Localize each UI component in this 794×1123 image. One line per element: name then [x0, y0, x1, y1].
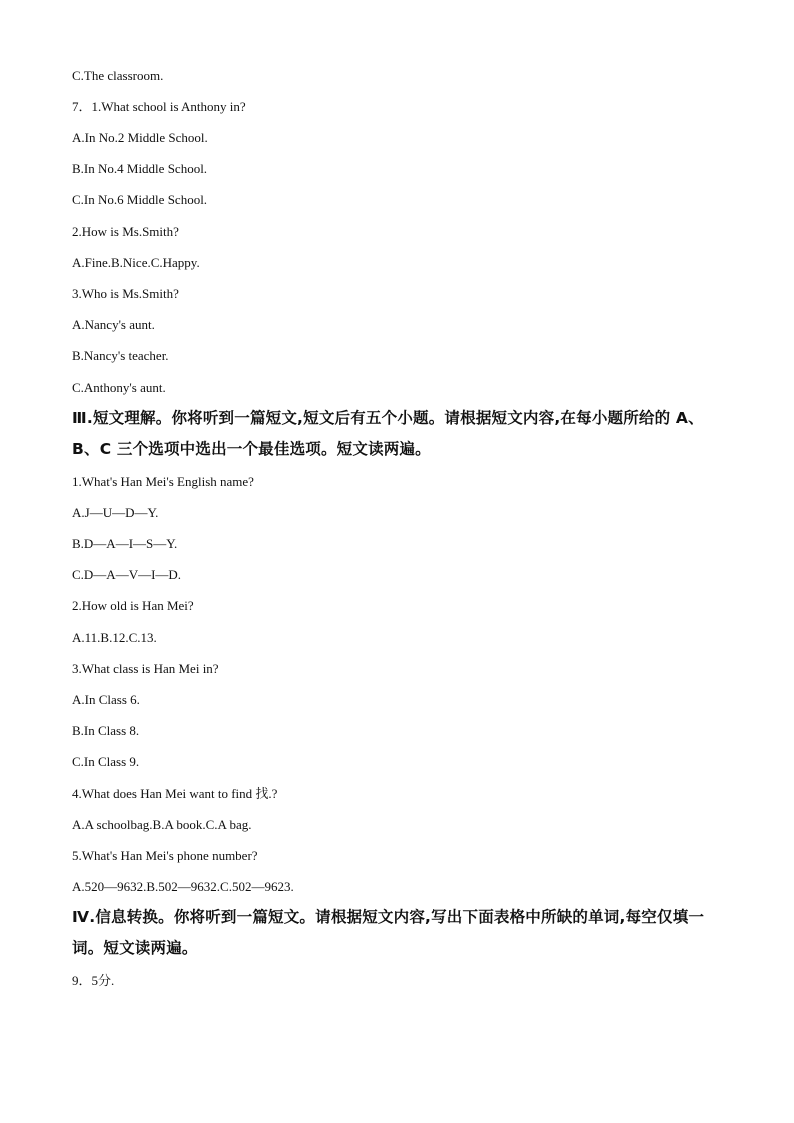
question-text: 2.How is Ms.Smith?: [72, 224, 179, 239]
option-text: A.520—9632.B.502—9632.C.502—9623.: [72, 879, 294, 894]
option-text: A.A schoolbag.B.A book.C.A bag.: [72, 817, 252, 832]
option-text: B.In No.4 Middle School.: [72, 161, 208, 176]
option-text: C.The classroom.: [72, 68, 164, 83]
option-text: A.J—U—D—Y.: [72, 505, 159, 520]
option-text: B.D—A—I—S—Y.: [72, 536, 178, 551]
option-text: A.In Class 6.: [72, 692, 140, 707]
section-heading-line: B、C 三个选项中选出一个最佳选项。短文读两遍。: [72, 440, 431, 458]
option-text: A.Nancy's aunt.: [72, 317, 155, 332]
question-text: 5.What's Han Mei's phone number?: [72, 848, 258, 863]
question-text: 3.What class is Han Mei in?: [72, 661, 219, 676]
option-text: C.In No.6 Middle School.: [72, 192, 208, 207]
option-text: C.D—A—V—I—D.: [72, 567, 182, 582]
option-text: A.11.B.12.C.13.: [72, 630, 157, 645]
question-text: 3.Who is Ms.Smith?: [72, 286, 179, 301]
section-heading-line: 词。短文读两遍。: [72, 939, 198, 957]
option-text: A.In No.2 Middle School.: [72, 130, 208, 145]
option-text: C.Anthony's aunt.: [72, 380, 166, 395]
question-text: 1.What's Han Mei's English name?: [72, 474, 254, 489]
question-text: 4.What does Han Mei want to find 找.?: [72, 786, 278, 801]
section-heading-line: Ⅳ.信息转换。你将听到一篇短文。请根据短文内容,写出下面表格中所缺的单词,每空仅填一: [72, 908, 705, 926]
option-text: A.Fine.B.Nice.C.Happy.: [72, 255, 200, 270]
option-text: B.In Class 8.: [72, 723, 140, 738]
question-text: 2.How old is Han Mei?: [72, 598, 194, 613]
question-text: 7．1.What school is Anthony in?: [72, 99, 246, 114]
section-heading-3: [72, 403, 722, 465]
section-heading-4: [72, 902, 722, 964]
section-heading-line: Ⅲ.短文理解。你将听到一篇短文,短文后有五个小题。请根据短文内容,在每小题所给的 A、: [72, 409, 704, 427]
option-text: B.Nancy's teacher.: [72, 348, 169, 363]
question-number: 9．5分.: [72, 973, 115, 988]
option-text: C.In Class 9.: [72, 754, 140, 769]
